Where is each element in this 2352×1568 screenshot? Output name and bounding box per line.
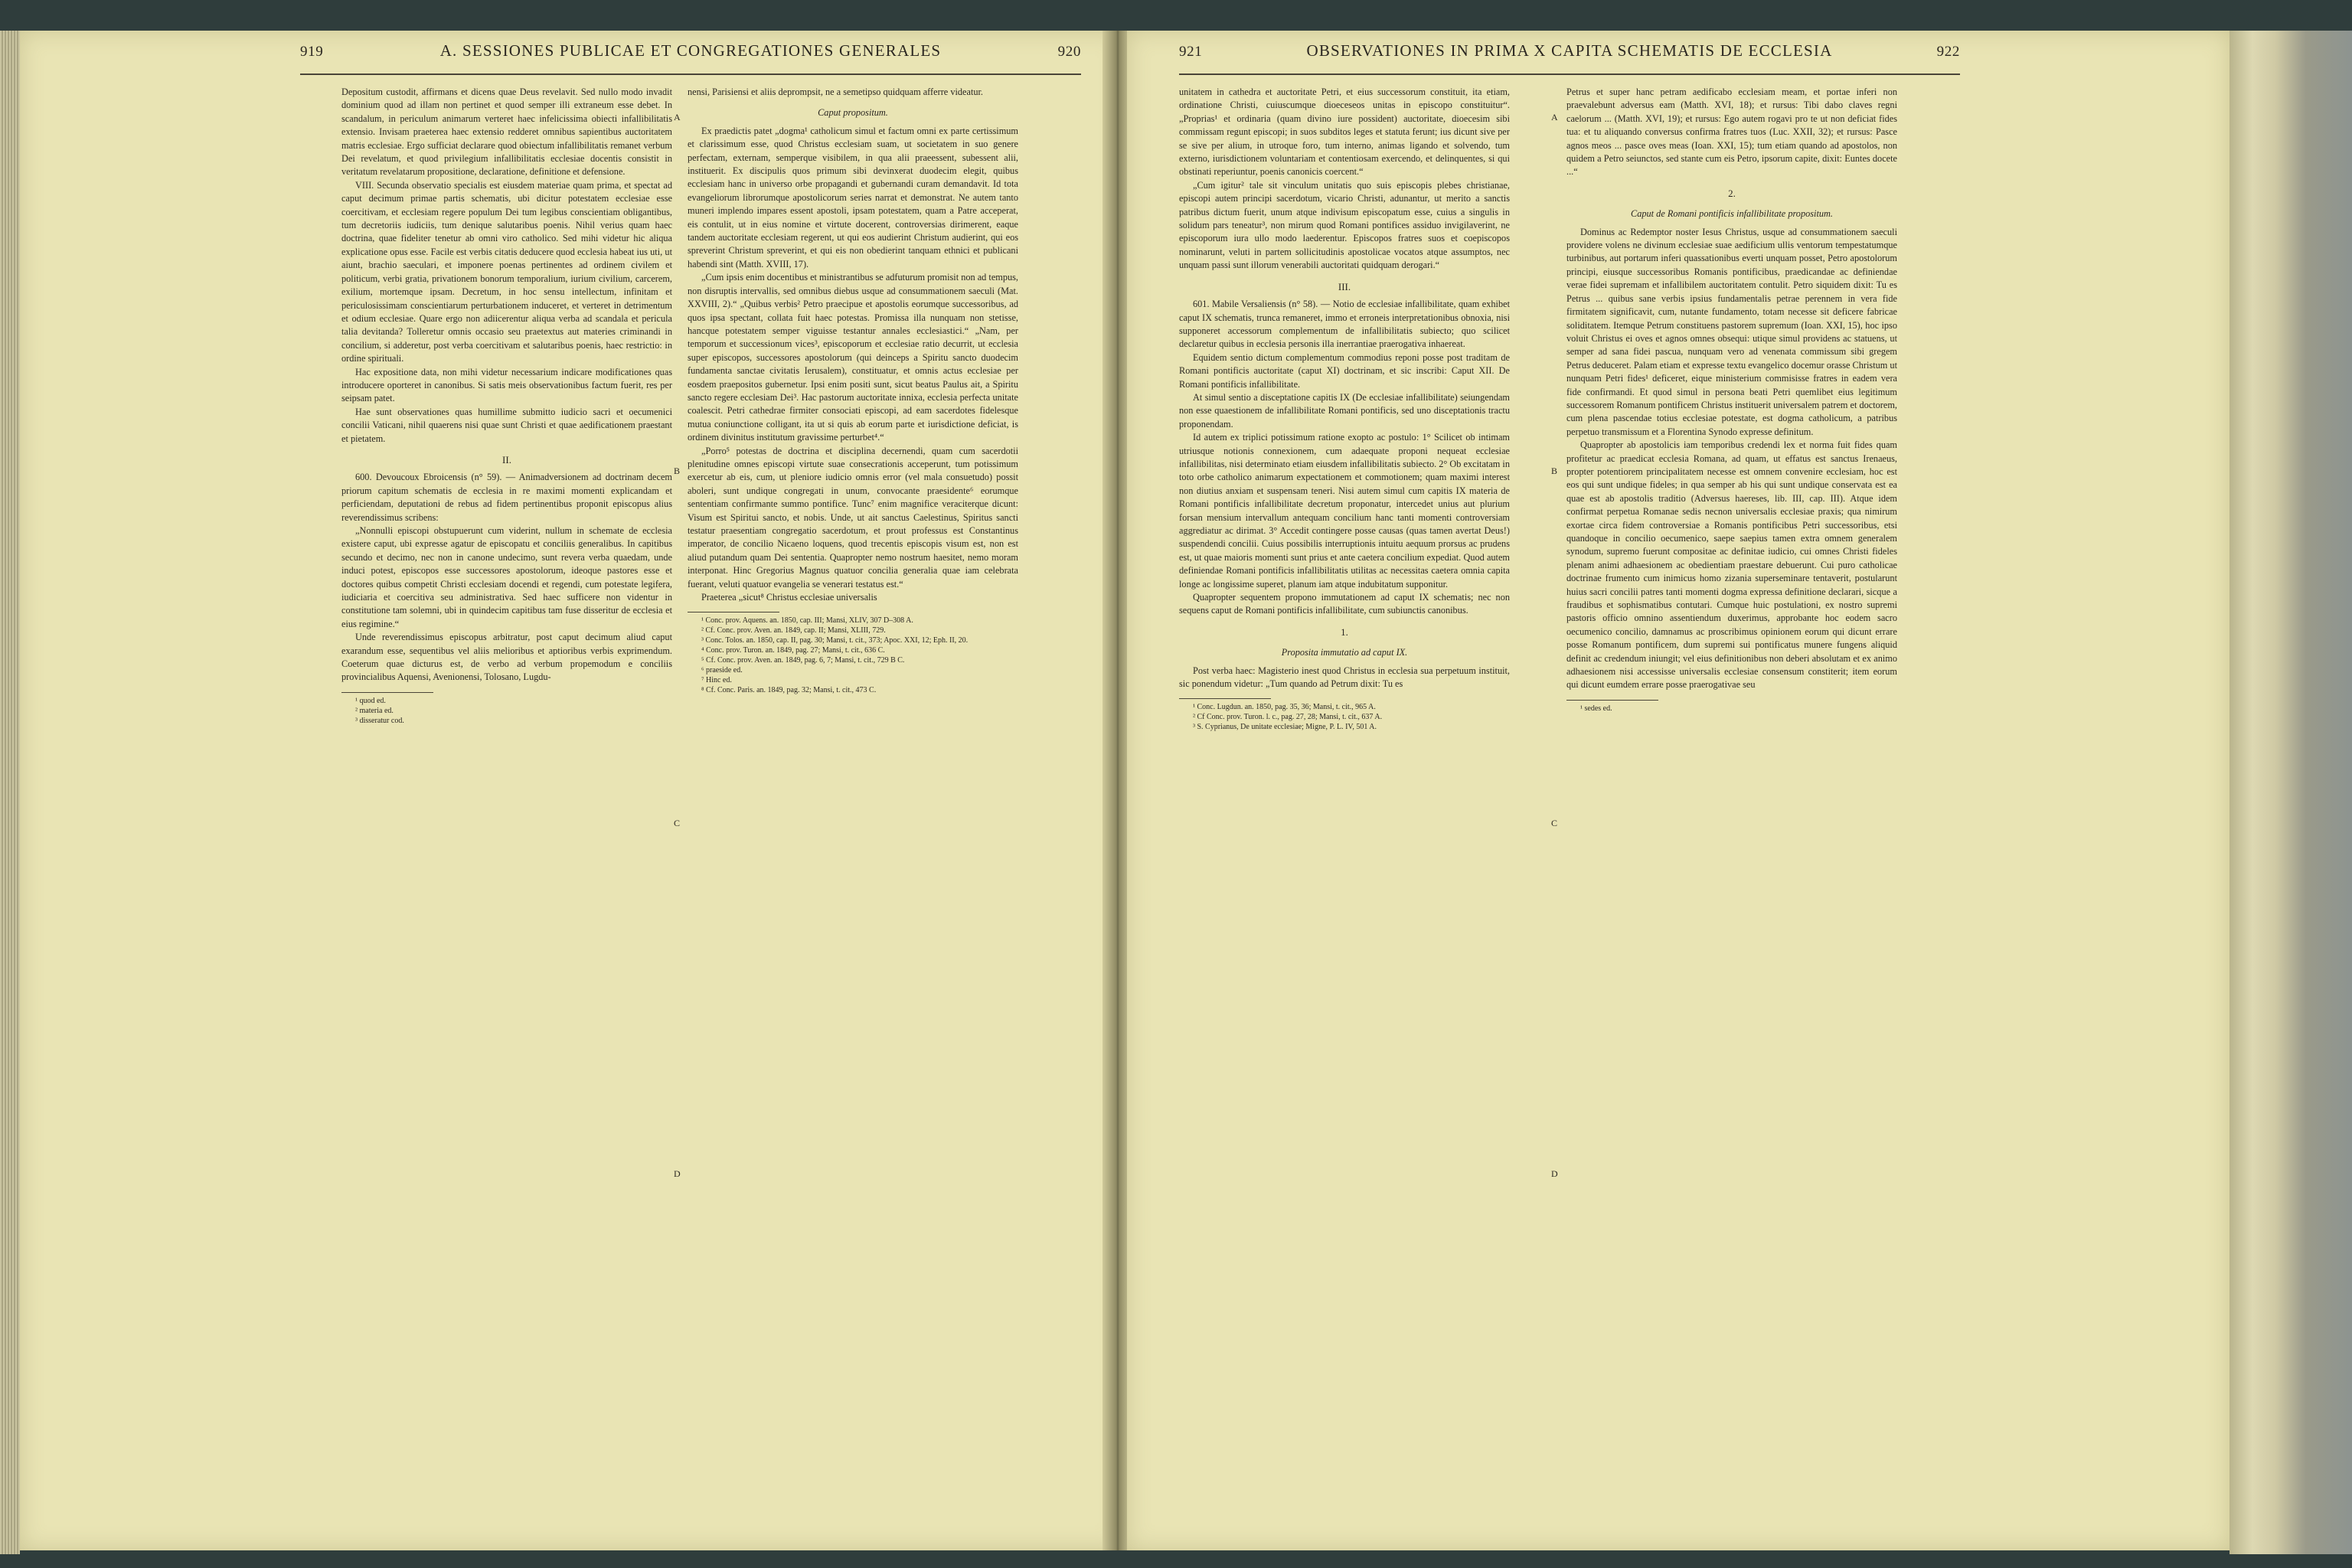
footnote: ² Cf. Conc. prov. Aven. an. 1849, cap. II; Mansi, XLIII, 729.	[701, 626, 886, 635]
footnote: ² Cf Conc. prov. Turon. l. c., pag. 27, 28; Mansi, t. cit., 637 A.	[1193, 713, 1383, 722]
paragraph: Id autem ex triplici potissimum ratione exopto ac postulo: 1° Scilicet ob intimam utriusque notionis connexionem, cum adaequate proponi nequeat ecclesiae infallibilitas, nisi determinato etiam eiusdem infallibilitatis subiecto. 2° Ob excitatam in toto orbe catholico animarum expectationem et commotionem; quam maximi interest non diutius anxiam et suspensam teneri. Nisi autem simul cum capitis IX materia de Romani pontificis infallibilitate decretum proponatur, intercedet unius aut plurium forsan mensium intervallum antequam concilium hanc tanti momenti controversiam aggrediatur ac dirimat. 3° Accedit contingere posse causas (quas tamen avertat Deus!) suspendendi concilii. Cuius possibilis interruptionis intuitu aequum prorsus ac prudens est, ut quae maioris momenti sunt prius et ante caetera concilium expediat. Quod autem definiendae Romani pontificis infallibilitatis utilitas ac necessitas caetera omnia capita longe ac longissime superet, planum iam atque indubitatum supponitur.	[1179, 432, 1510, 590]
right-header-row	[1179, 41, 1960, 72]
margin-mark: D	[674, 1168, 681, 1179]
footnote-rule	[341, 692, 433, 693]
section-number: 1.	[1341, 626, 1348, 638]
paragraph: Dominus ac Redemptor noster Iesus Christus, usque ad consummationem saeculi providere volens ne divinum ecclesiae suae aedificium ullis ventorum tempestatumque turbinibus, aut portarum inferi quassationibus everti unquam posset, Petro apostolorum principi, eiusque successoribus Romanis pontificibus, praedicandae ac definiendae verae fidei supremam et infallibilem auctoritatem contulit. Petro siquidem dixit: Tu es Petrus ... quibus sane verbis ipsius fundamentalis petrae perennem in vera fide firmitatem significavit, cum, nutante fundamento, totam necesse sit deficere fabricae soliditatem. Itemque Petrum constituens pastorem supremum (Ioan. XXI, 15), hoc ipso voluit Christus ei oves et agnos omnes obsequi: utique simul providens ac statuens, ut semper ad sana fidei pascua, nunquam vero ad venenata commissum sibi gregem Petrus deduceret. Palam etiam et expresse textu evangelico docemur orasse Christum ut nunquam Petri fides¹ deficeret, eique ministerium commisisse fratres in eadem vera fide confirmandi. Et quod simul in persona beati Petri quemlibet eius legitimum successorem Romanum pontificem Christus instituerit universalem patrem et doctorem, cum plena pascendae totius ecclesiae potestate, est dogma catholicum, a patribus perpetuo transmissum et a Florentina Synodo expresse definitum.	[1566, 226, 1898, 437]
right-page-number-922: 922	[1936, 44, 1960, 60]
subsection-heading: Proposita immutatio ad caput IX.	[1281, 647, 1408, 658]
right-page-number-921: 921	[1179, 44, 1203, 60]
right-column-2	[1566, 86, 1897, 714]
footnote: ⁸ Cf. Conc. Paris. an. 1849, pag. 32; Mansi, t. cit., 473 C.	[701, 686, 877, 695]
paragraph: Unde reverendissimus episcopus arbitratur, post caput decimum aliud caput exarandum esse, sequentibus vel aliis melioribus et aptioribus verbis exprimendum. Coeterum quae dicturus est, de verbo ad verbum propemodum e conciliis provincialibus Aquensi, Avenionensi, Tolosano, Lugdu-	[341, 632, 672, 683]
footnote: ¹ Conc. prov. Aquens. an. 1850, cap. III; Mansi, XLIV, 307 D–308 A.	[701, 616, 913, 626]
paragraph: Post verba haec: Magisterio inest quod Christus in ecclesia sua perpetuum instituit, sic ponendum videtur: „Tum quando ad Petrum dixit: Tu es	[1179, 665, 1510, 690]
left-header-row	[300, 41, 1081, 72]
paragraph: „Cum igitur² tale sit vinculum unitatis quo suis episcopis plebes christianae, episcopi autem principi sacerdotum, vicario Christi, adunantur, ut merito a sanctis patribus dictum fuerit, unum atque indivisum episcopatum esse, cuius a singulis in solidum pars teneatur³, non mirum quod Romani pontifices assiduo invigilaverint, ne episcoporum iura ullo modo laederentur. Episcopos fratres suos et coepiscopos nominarunt, veluti in partem sollicitudinis apostolicae vocatos atque assumptos, nec unquam passi sunt illorum venerabili auctoritati quidquam derogari.“	[1179, 179, 1510, 271]
paragraph: Hae sunt observationes quas humillime submitto iudicio sacri et oecumenici concilii Vaticani, nihil quaerens nisi quae sunt Christi et quae aedificationem praestant et pietatem.	[341, 406, 672, 444]
section-number: 2.	[1728, 187, 1736, 199]
footnote: ⁵ Cf. Conc. prov. Aven. an. 1849, pag. 6, 7; Mansi, t. cit., 729 B C.	[701, 656, 905, 665]
left-column-1	[341, 86, 672, 726]
left-running-title-text: A. SESSIONES PUBLICAE ET CONGREGATIONES GENERALES	[439, 41, 942, 60]
section-heading: III.	[1338, 280, 1351, 292]
margin-mark: C	[1551, 818, 1558, 828]
paragraph: Depositum custodit, affirmans et dicens quae Deus revelavit. Sed nullo modo invadit dominium quod ad illam non pertinet et quod semper illi extraneum esse debet. In scandalum, in periculum animarum verteret haec infelicissima obiecti infallibilitatis extensio. Invisam praeterea haec extensio redderet omnibus sapientibus auctoritatem matris ecclesiae. Ergo sufficiat declarare quod obiectum infallibilitatis remanet verbum Dei revelatum, et quod privilegium infallibilitatis ecclesiae docentis consistit in veritatum revelatarum propositione, declaratione, definitione et defensione.	[341, 87, 672, 178]
footnote-rule	[1179, 698, 1271, 699]
paragraph: 601. Mabile Versaliensis (n° 58). — Notio de ecclesiae infallibilitate, quam exhibet caput IX schematis, trunca remaneret, immo et erroneis interpretationibus obnoxia, nisi supponeret accessorum complementum de infallibilitatis subiecto; quo scilicet declaretur quibus in ecclesia personis illa inerrantiae praerogativa inhaereat.	[1179, 299, 1510, 350]
subsection-heading: Caput de Romani pontificis infallibilitate propositum.	[1631, 208, 1833, 220]
paragraph: unitatem in cathedra et auctoritate Petri, et eius successorum constituit, ita etiam, ordinatione Christi, cuiuscumque dioeceseos unitas in episcopo constituitur“. „Proprias¹ et ordinaria (quam divino iure possident) auctoritate, dioecesim sibi commissam regunt episcopi; in suos subditos leges et statuta ferunt; ius dicunt sive per se sive per alium, in utroque foro, tum interno, animas ligando et solvendo, tum externo, iurisdictionem voluntariam et contentiosam exercendo, et delinquentes, si qui obstinati reperiuntur, poenis canonicis coercent.“	[1179, 87, 1510, 178]
paragraph: „Nonnulli episcopi obstupuerunt cum viderint, nullum in schemate de ecclesia existere caput, ubi expresse agatur de episcopatu et conciliis generalibus. In capitibus secundo et decimo, nec non in canone undecimo, sunt revera verba quaedam, unde induci potest, episcopos esse successores apostolorum, ideoque pastores esse et doctores quibus competit Christi ecclesiam docendi et regendi, cum potestate legifera, iudiciaria et coercitiva seu administrativa. Sed haec sufficere non videntur in constitutione tam solemni, ubi in quindecim capitibus tam fuse disseritur de ecclesia et eius regimine.“	[341, 525, 672, 629]
left-page-number-920: 920	[1057, 44, 1081, 60]
paragraph: Petrus et super hanc petram aedificabo ecclesiam meam, et portae inferi non praevalebunt adversus eam (Matth. XVI, 18); et rursus: Tibi dabo claves regni caelorum ... (Matth. XVI, 19); et rursus: Ego autem rogavi pro te ut non deficiat fides tua: et tu aliquando conversus confirma fratres tuos (Luc. XXII, 32); et rursus: Pasce agnos meos ... pasce oves meas (Ioan. XXI, 15); tum etiam quando ad apostolos, non quidem a Petro seiunctos, sed stante cum eis Petro, ipsorum capite, dixit: Euntes docete ...“	[1566, 87, 1897, 178]
footnote: ¹ sedes ed.	[1580, 704, 1612, 713]
paragraph: Quapropter sequentem propono immutationem ad caput IX schematis; nec non sequens caput de Romani pontificis infallibilitate, cum subiunctis canonibus.	[1179, 592, 1510, 616]
footnote: ¹ Conc. Lugdun. an. 1850, pag. 35, 36; Mansi, t. cit., 965 A.	[1193, 703, 1376, 712]
left-column-2	[688, 86, 1018, 695]
left-page-number-919: 919	[300, 44, 324, 60]
page-edge-right	[2230, 31, 2352, 1554]
paragraph: At simul sentio a disceptatione capitis IX (De ecclesiae infallibilitate) seiungendam non esse quaestionem de infallibilitate Romani pontificis, sed uno disceptationis tractu proponendam.	[1179, 391, 1510, 430]
margin-mark: A	[1551, 112, 1558, 122]
paragraph: nensi, Parisiensi et aliis deprompsit, ne a semetipso quidquam afferre videatur.	[688, 87, 984, 97]
footnote: ¹ quod ed.	[355, 696, 386, 705]
paragraph: „Porro⁵ potestas de doctrina et disciplina decernendi, quam cum sacerdotii plenitudine omnes episcopi virtute suae consecrationis acceperunt, tum potissimum exercetur ab eis, cum, ut pleniore iudicio omnis error (vel mala consuetudo) possit aboleri, sunt undique congregati in unum, convocante praesidente⁶ eorumque sententiam confirmante summo pontifice. Tunc⁷ enim magnifice veraciterque dicunt: Visum est Spiritui sancto, et nobis. Unde, ut ait sanctus Caelestinus, Spiritus sancti testatur praesentiam congregatio sacerdotum, et prout professus est Constantinus imperator, de concilio Nicaeno loquens, quod trecentis episcopis visum est, non est aliud putandum quam Dei sententia. Quapropter nemo nostrum haesitet, nemo moram interponat. Hinc Gregorius Magnus quatuor concilia generalia quae iam celebrata fuerant, veluti quatuor evangelia se venerari testatus est.“	[688, 445, 1018, 590]
margin-mark: B	[1551, 466, 1558, 476]
paragraph: Hac expositione data, non mihi videtur necessarium indicare modificationes quas introducere oporteret in canonibus. Si satis meis observationibus factum fuerit, res per seipsam patet.	[341, 366, 672, 404]
footnote-rule	[1566, 700, 1658, 701]
paragraph: „Cum ipsis enim docentibus et ministrantibus se adfuturum promisit non ad tempus, non disruptis intervallis, sed omnibus diebus usque ad consummationem saeculi (Mat. XXVIII, 2).“ „Quibus verbis² Petro praecipue et apostolis eorumque successoribus, ad quos ipsa spectant, collata fuit haec potestas. Promissa illa nunquam non stetisse, hancque potestatem semper viguisse testantur annales ecclesiastici.“ „Nam, per temporum et successionum vices³, episcoporum et ecclesiae ratio decurrit, ut ecclesia super episcopos, successores apostolorum (qui deinceps a Spiritu sancto duodecim fundamenta sanctae civitatis Ierusalem), constituatur, et omnis actus ecclesiae per eosdem praepositos gubernetur. Ipsi enim positi sunt, sicut beatus Paulus ait, a Spiritu sancto regere ecclesiam Dei³. Hac pastorum auctoritate innixa, ecclesia perfecta unitate coalescit. Petri cathedrae firmiter consociati episcopi, ad eam sacerdotes fidelesque mutua coniunctione colligant, ita ut si quis ab eorum parte et iurisdictione deficiat, is ordinem divinitus institutum gravissime perturbet⁴.“	[688, 272, 1018, 443]
paragraph: Quapropter ab apostolicis iam temporibus credendi lex et norma fuit fides quam profitetur ac praedicat ecclesia Romana, ad quam, ut effatus est sanctus Irenaeus, propter potentiorem principalitatem necesse est omnem convenire ecclesiam, hoc est eos qui sunt undique fideles; in qua semper ab his qui sunt undique conservata est ea quae est ab apostolis traditio (Adversus haereses, lib. III, cap. III). Atque idem confirmat perpetua Romanae sedis necnon universalis ecclesiae praxis; qua nimirum exortae circa fidem controversiae a Romanis pontificibus Petri successoribus, etsi quandoque in concilio oecumenico, saepe saepius tamen extra omnem generalem synodum, supremo fuerunt compositae ac definitae iudicio, cui omnes Christi fideles plenam animi adhaesionem ac obedientiam praestare debuerunt. Cui puro catholicae doctrinae frumento cum inimicus homo zizania superseminare tentaverit, postularunt huius sacri concilii patres tanti momenti dogma expressa definitione declarari, sicque a fraudibus et sophismatibus contutari. Cumque huic postulationi, ex nostro supremi pastoris officio omnino assentiendum duxerimus, approbante hoc eodem sacro oecumenico concilio, damnamus ac proscribimus opinionem eorum qui dicunt errare posse Romanum pontificem, dum supremi sui pontificatus munere fungens aliquid definit ac credendum iniungit; vel eius definitionibus non deberi absolutam et ex animo adhaesionem nisi accessisse universalis ecclesiae consensum constiterit; item eorum qui dicunt eumdem errare posse praerogativae seu	[1566, 439, 1897, 691]
footnote: ³ Conc. Tolos. an. 1850, cap. II, pag. 30; Mansi, t. cit., 373; Apoc. XXI, 12; Eph. II, 20.	[701, 636, 969, 645]
margin-mark: D	[1551, 1168, 1558, 1179]
margin-mark: A	[674, 112, 681, 122]
section-heading: II.	[502, 453, 511, 466]
footnote: ³ disseratur cod.	[355, 716, 404, 725]
footnote: ⁷ Hinc ed.	[701, 676, 732, 685]
subsection-heading: Caput propositum.	[818, 107, 888, 119]
right-header-rule	[1179, 74, 1960, 75]
margin-mark: C	[674, 818, 681, 828]
left-header-rule	[300, 74, 1081, 75]
footnote: ³ S. Cyprianus, De unitate ecclesiae; Migne, P. L. IV, 501 A.	[1193, 723, 1377, 732]
footnote: ⁴ Conc. prov. Turon. an. 1849, pag. 27; Mansi, t. cit., 636 C.	[701, 646, 885, 655]
right-column-1	[1179, 86, 1510, 732]
paragraph: 600. Devoucoux Ebroicensis (n° 59). — Animadversionem ad doctrinam decem priorum capitum schematis de ecclesia in re maximi momenti explicandam et perficiendam, deputationi de rebus ad fidem pertinentibus proponit episcopus alius reverendissimus scribens:	[341, 472, 672, 523]
footnote: ² materia ed.	[355, 706, 394, 715]
footnote: ⁶ praeside ed.	[701, 666, 743, 675]
paragraph: Equidem sentio dictum complementum commodius reponi posse post traditam de Romani pontificis auctoritate (caput XI) doctrinam, et sic inscribi: Caput XII. De Romani pontificis infallibilitate.	[1179, 351, 1510, 390]
paragraph: Ex praedictis patet „dogma¹ catholicum simul et factum omni ex parte certissimum et clarissimum esse, quod Christus ecclesiam suam, ut societatem in suo genere perfectam, externam, semperque visibilem, in qua alii praeessent, subessent alii, instituerit. Ex discipulis quos primum sibi devinxerat duodecim elegit, quibus ecclesiam hanc in universo orbe propagandi et gubernandi curam demandavit. Id tota evangeliorum librorumque apostolicorum series narrat et demonstrat. Ne autem tanto muneri implendo impares essent apostoli, ipsam potestatem, quam a Patre acceperat, eis contulit, ut in eius nomine et virtute docerent, controversias dirimerent, eaque tandem auctoritate ecclesiam regerent, ut qui eos audierint Christum audierint, qui eos spreverint Christum spreverint, et qui eis non obedierint tanquam ethnici et publicani habendi sint (Matth. XVIII, 17).	[688, 125, 1018, 270]
margin-mark: B	[674, 466, 681, 476]
paragraph: Praeterea „sicut⁸ Christus ecclesiae universalis	[701, 592, 877, 603]
paragraph: VIII. Secunda observatio specialis est eiusdem materiae quam prima, et spectat ad caput decimum primae partis schematis, ubi dicitur potestatem ecclesiae esse coercitivam, et ecclesiam regere populum Dei tum legibus conscientiam obligantibus, tum decretoriis iudiciis, tum denique salutaribus poenis. Nihil verius quam haec doctrina, quae fideliter tenetur ab omni viro catholico. Sed mihi videtur hic aliqua explicatione opus esse. Facile est verbis citatis deducere quod ecclesia habeat ius uti, ut aiunt, brachio saeculari, et imponere poenas pertinentes ad ordinem civilem et politicum, verbi gratia, privationem bonorum temporalium, iurium civilium, carcerem, exilium, mortemque ipsam. Decretum, in hoc sensu intellectum, infinitam et periculosissimam conscientiarum perturbationem induceret, et verteret in detrimentum et odium ecclesiae. Quare ergo non adiicerentur aliqua verba ad scandala et pericula talia devitanda? Tolleretur omnis occasio seu praetextus aut materies criminandi in concilium, si adderetur, post verba coercitivam et salutaribus poenis, haec restrictio: in ordine spirituali.	[341, 179, 672, 364]
right-running-title-text: OBSERVATIONES IN PRIMA X CAPITA SCHEMATIS DE ECCLESIA	[1306, 41, 1833, 60]
page-edge-left	[0, 31, 20, 1554]
